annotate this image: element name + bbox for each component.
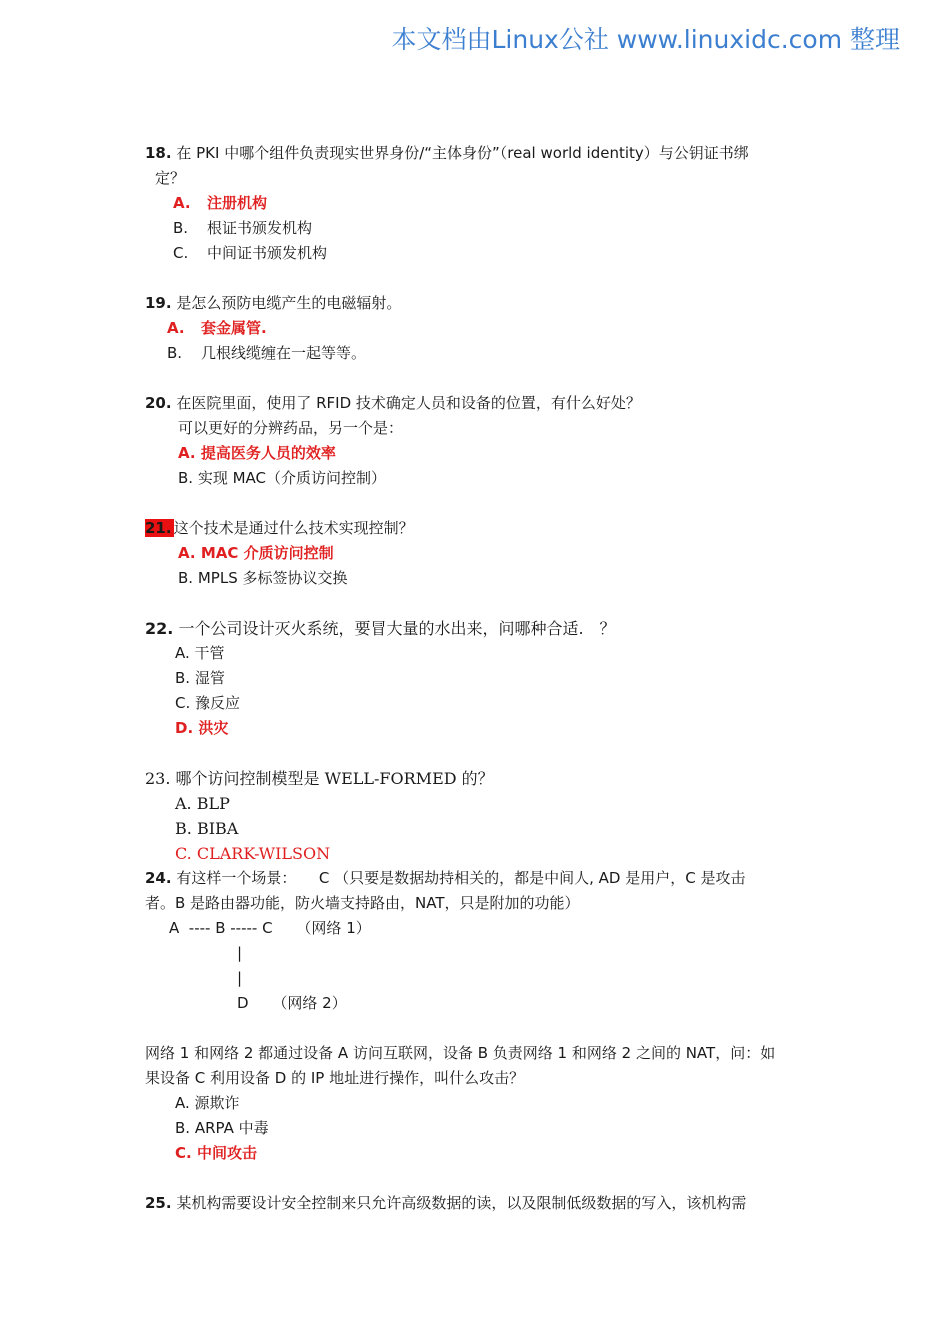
question-number: 24. [145, 869, 172, 887]
scenario-paragraph-continued: 果设备 C 利用设备 D 的 IP 地址进行操作，叫什么攻击？ [145, 1069, 525, 1087]
network-diagram-line: A ---- B ----- C （网络 1） [169, 919, 371, 937]
option-c: C. 中间证书颁发机构 [173, 244, 328, 262]
question-number: 20. [145, 394, 172, 412]
question-text: 有这样一个场景： C （只要是数据劫持相关的，都是中间人, AD 是用户，C 是攻击 [176, 869, 746, 887]
option-b: B. 几根线缆缠在一起等等。 [167, 344, 367, 362]
option-b: B. BIBA [175, 819, 239, 838]
question-text: 是怎么预防电缆产生的电磁辐射。 [176, 294, 402, 312]
question-23 [145, 766, 815, 866]
question-text-continued: 定？ [155, 169, 186, 187]
question-text: 在医院里面，使用了 RFID 技术确定人员和设备的位置，有什么好处？ [176, 394, 641, 412]
question-24 [145, 866, 815, 1166]
question-number: 23. [145, 769, 171, 788]
question-22 [145, 616, 815, 741]
question-text: 某机构需要设计安全控制来只允许高级数据的读，以及限制低级数据的写入，该机构需 [176, 1194, 747, 1212]
question-text-continued: 可以更好的分辨药品，另一个是： [178, 419, 404, 437]
option-d: D. 洪灾 [175, 719, 229, 737]
question-text: 这个技术是通过什么技术实现控制？ [173, 519, 414, 537]
question-19 [145, 291, 815, 366]
network-diagram-line: | [237, 944, 243, 962]
question-25 [145, 1191, 815, 1216]
option-b: B. MPLS 多标签协议交换 [178, 569, 348, 587]
question-number-highlighted: 21. [145, 519, 172, 537]
option-c: C. 中间攻击 [175, 1144, 257, 1162]
question-number: 19. [145, 294, 172, 312]
question-text: 在 PKI 中哪个组件负责现实世界身份/“主体身份”（real world identity）与公钥证书绑 [176, 144, 749, 162]
question-number: 25. [145, 1194, 172, 1212]
question-18 [145, 141, 815, 266]
option-a: A. 源欺诈 [175, 1094, 240, 1112]
question-text: 哪个访问控制模型是 WELL-FORMED 的？ [175, 769, 494, 788]
option-b: B. ARPA 中毒 [175, 1119, 269, 1137]
option-c: C. CLARK-WILSON [175, 844, 331, 863]
option-b: B. 实现 MAC（介质访问控制） [178, 469, 387, 487]
option-a: A. 干管 [175, 644, 225, 662]
option-a: A. MAC 介质访问控制 [178, 544, 334, 562]
scenario-paragraph: 网络 1 和网络 2 都通过设备 A 访问互联网，设备 B 负责网络 1 和网络 2 之间的 NAT，问：如 [145, 1044, 776, 1062]
question-21 [145, 516, 815, 591]
question-text: 一个公司设计灭火系统，要冒大量的水出来，问哪种合适. ？ [178, 619, 616, 638]
question-text-continued: 者。B 是路由器功能，防火墙支持路由，NAT，只是附加的功能） [145, 894, 580, 912]
document-body [145, 141, 815, 1216]
option-b: B. 根证书颁发机构 [173, 219, 313, 237]
network-diagram-line: | [237, 969, 243, 987]
question-number: 22. [145, 619, 174, 638]
option-a: A. 提高医务人员的效率 [178, 444, 336, 462]
question-number: 18. [145, 144, 172, 162]
network-diagram-line: D （网络 2） [237, 994, 347, 1012]
option-a: A. 注册机构 [173, 194, 268, 212]
question-20 [145, 391, 815, 491]
option-b: B. 湿管 [175, 669, 225, 687]
option-a: A. 套金属管. [167, 319, 267, 337]
watermark-header: 本文档由Linux公社 www.linuxidc.com 整理 [391, 25, 900, 54]
option-a: A. BLP [175, 794, 230, 813]
option-c: C. 豫反应 [175, 694, 241, 712]
